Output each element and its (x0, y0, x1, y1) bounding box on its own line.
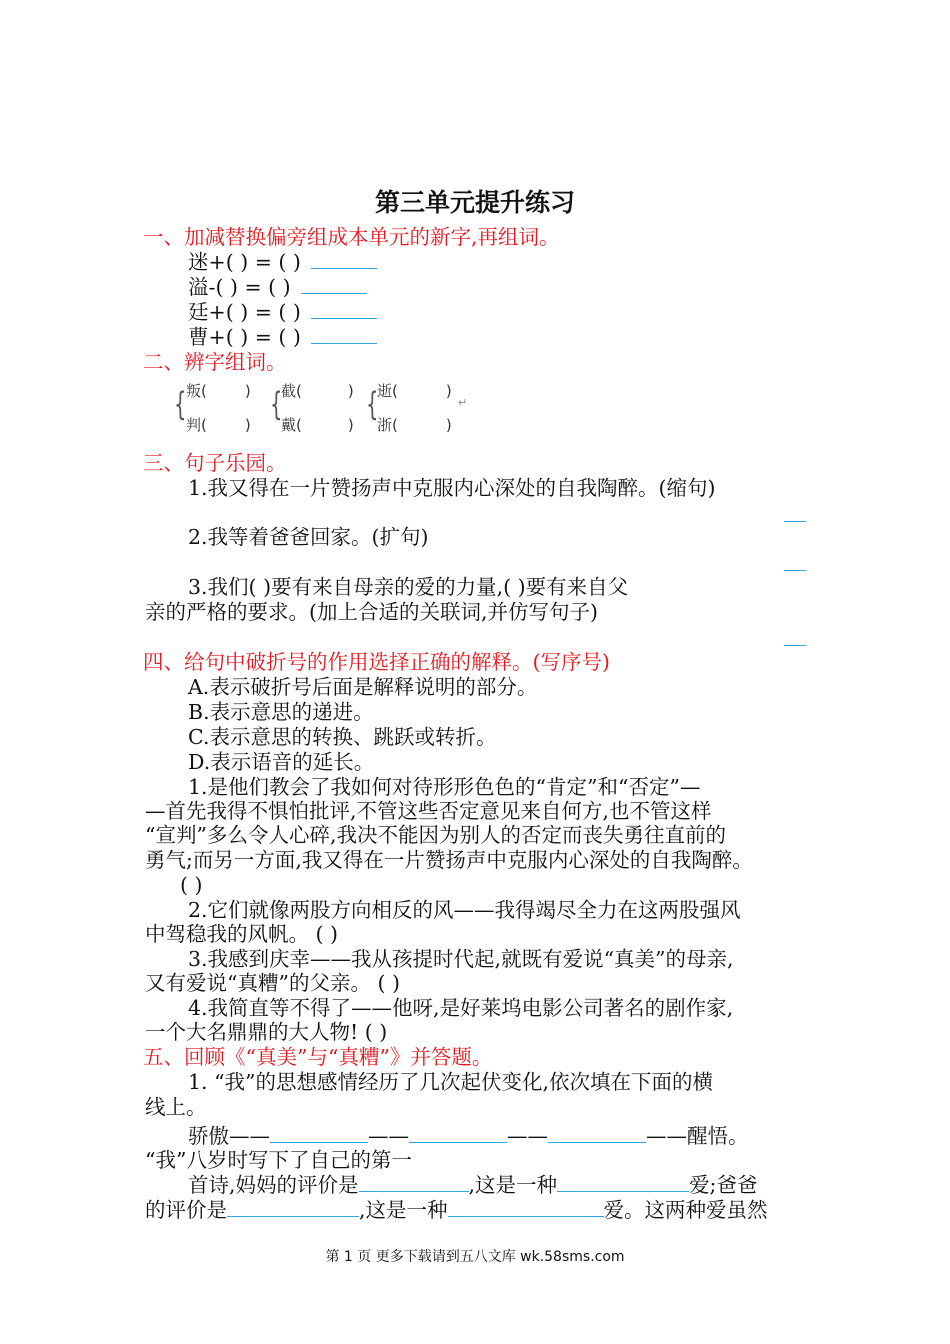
page-footer: 第 1 页 更多下载请到五八文库 wk.58sms.com (325, 1249, 625, 1265)
return-mark: ↵ (458, 396, 468, 409)
replace-row: 溢-( ) = ( ) (188, 274, 367, 300)
answer-blank[interactable] (311, 250, 377, 269)
answer-blank[interactable] (548, 1124, 646, 1143)
option-b: B.表示意思的递进。 (188, 700, 374, 724)
question-text: 亲的严格的要求。(加上合适的关联词,并仿写句子) (145, 600, 599, 624)
answer-line[interactable] (784, 645, 806, 646)
question-text: 2.它们就像两股方向相反的风——我得竭尽全力在这两股强风 (188, 898, 741, 922)
question-text: 线上。 (145, 1095, 207, 1119)
char-pair-bottom: 判( ) (186, 416, 251, 434)
replace-row: 曹+( ) = ( ) (188, 324, 377, 350)
answer-blank[interactable] (301, 275, 367, 294)
question-text: 1.是他们教会了我如何对待形形色色的“肯定”和“否定”— (188, 775, 701, 799)
question-text: 一个大名鼎鼎的大人物! ( ) (145, 1020, 388, 1044)
brace: { (366, 385, 379, 423)
question-text: 4.我简直等不得了——他呀,是好莱坞电影公司著名的剧作家, (188, 996, 734, 1020)
answer-blank[interactable] (227, 1198, 359, 1217)
answer-blank[interactable] (311, 325, 377, 344)
option-a: A.表示破折号后面是解释说明的部分。 (188, 675, 538, 699)
brace: { (270, 385, 283, 423)
question-text: “我”八岁时写下了自己的第一 (145, 1148, 412, 1172)
question-text: “宣判”多么令人心碎,我决不能因为别人的否定而丧失勇往直前的 (145, 823, 726, 847)
option-d: D.表示语音的延长。 (188, 750, 375, 774)
char-pair-bottom: 戴( ) (281, 416, 354, 434)
answer-blank[interactable] (359, 1173, 469, 1192)
section5-heading: 五、回顾《“真美”与“真糟”》并答题。 (143, 1045, 493, 1069)
char-pair-bottom: 浙( ) (377, 416, 452, 434)
question-text: 3.我们( )要有来自母亲的爱的力量,( )要有来自父 (188, 575, 629, 599)
char-pair-top: 逝( ) (377, 382, 452, 400)
section2-heading: 二、辨字组词。 (143, 350, 287, 374)
answer-blank[interactable] (311, 300, 377, 319)
question-text: 中驾稳我的风帆。 ( ) (145, 922, 339, 946)
char-pair-top: 截( ) (281, 382, 354, 400)
section3-heading: 三、句子乐园。 (143, 451, 287, 475)
answer-line[interactable] (784, 521, 806, 522)
page-title: 第三单元提升练习 (374, 188, 575, 217)
answer-blank[interactable] (270, 1124, 368, 1143)
section1-heading: 一、加减替换偏旁组成本单元的新字,再组词。 (143, 225, 560, 249)
section4-heading: 四、给句中破折号的作用选择正确的解释。(写序号) (143, 650, 610, 674)
answer-parentheses[interactable]: ( ) (180, 873, 203, 897)
question-text: 首诗,妈妈的评价是 ,这是一种 爱;爸爸 (188, 1173, 758, 1197)
replace-row: 迷+( ) = ( ) (188, 249, 377, 275)
question-text: 1. “我”的思想感情经历了几次起伏变化,依次填在下面的横 (188, 1070, 714, 1094)
replace-row: 廷+( ) = ( ) (188, 299, 377, 325)
question-text: 3.我感到庆幸——我从孩提时代起,就既有爱说“真美”的母亲, (188, 947, 734, 971)
question-text: 1.我又得在一片赞扬声中克服内心深处的自我陶醉。(缩句) (188, 476, 716, 500)
question-text: 又有爱说“真糟”的父亲。 ( ) (145, 971, 400, 995)
question-text: 勇气;而另一方面,我又得在一片赞扬声中克服内心深处的自我陶醉。 (145, 848, 753, 872)
answer-blank[interactable] (448, 1198, 604, 1217)
answer-line[interactable] (784, 570, 806, 571)
answer-blank[interactable] (557, 1173, 689, 1192)
question-text: 的评价是 ,这是一种 爱。这两种爱虽然 (145, 1198, 768, 1222)
brace: { (174, 385, 187, 423)
question-text: 2.我等着爸爸回家。(扩句) (188, 525, 429, 549)
answer-blank[interactable] (409, 1124, 507, 1143)
question-text: —首先我得不惧怕批评,不管这些否定意见来自何方,也不管这样 (145, 799, 712, 823)
char-pair-top: 叛( ) (186, 382, 251, 400)
emotion-sequence: 骄傲—— —— —— ——醒悟。 (188, 1124, 749, 1148)
option-c: C.表示意思的转换、跳跃或转折。 (188, 725, 497, 749)
